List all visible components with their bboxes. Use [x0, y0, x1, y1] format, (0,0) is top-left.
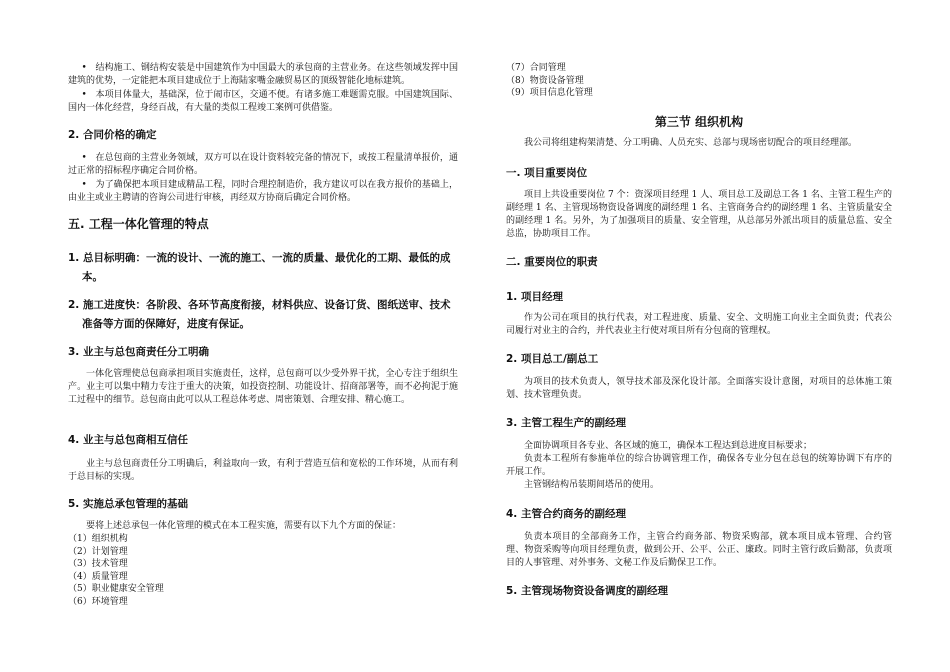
heading-contract-price: 2. 合同价格的确定: [68, 129, 157, 141]
list-item: （7）合同管理: [506, 63, 566, 73]
paragraph-chief-engineer: 为项目的技术负责人，领导技术部及深化设计部。全面落实设计意图，对项目的总体施工策划、技术管理负责。: [506, 377, 892, 400]
bold-point-1: 1. 总目标明确：一流的设计、一流的施工、一流的质量、最优化的工期、最低的成本。: [68, 252, 451, 283]
paragraph-production-2: 负责本工程所有参施单位的综合协调管理工作，确保各专业分包在总包的统筹协调下有序的开展工作。: [506, 454, 892, 477]
heading-project-manager: 1. 项目经理: [506, 291, 563, 303]
management-list: [68, 533, 458, 608]
paragraph-production-3: 主管钢结构吊装期间塔吊的使用。: [524, 480, 660, 490]
list-item: （4）质量管理: [68, 571, 128, 582]
paragraph-4: 业主与总包商责任分工明确后，利益取向一致，有利于营造互信和宽松的工作环境，从而有利于总目标的实现。: [68, 459, 458, 482]
heading-logistics-manager: 5. 主管现场物资设备调度的副经理: [506, 585, 668, 597]
list-item: （3）技术管理: [68, 559, 128, 569]
paragraph-important-posts: 项目上共设重要岗位 7 个：资深项目经理 1 人、项目总工及副总工各 1 名、主管工程生产的副经理 1 名、主管现场物资设备调度的副经理 1 名、主管商务合约的副经理 1 名、主管质量安全的副经理 1 名。另外，为了加强项目的质量、安全管理，从总部另外派出项目的质量总监、安全总监，协助项目工作。: [506, 190, 892, 239]
bullet-dot-icon: •: [81, 153, 87, 163]
heading-commercial-manager: 4. 主管合约商务的副经理: [506, 508, 626, 520]
paragraph-commercial-manager: 负责本项目的全部商务工作，主管合约商务部、物资采购部，就本项目成本管理、合约管理、物资采购等向项目经理负责，做到公开、公平、公正、廉政。同时主管行政后勤部，负责项目的人事管理、对外事务、文秘工作及后勤保卫工作。: [506, 532, 892, 568]
list-item: （2）计划管理: [68, 546, 128, 557]
bold-point-2: 2. 施工进度快：各阶段、各环节高度衔接，材料供应、设备订货、图纸送审、技术准备等方面的保障好，进度有保证。: [68, 299, 451, 330]
paragraph-production-1: 全面协调项目各专业、各区域的施工，确保本工程达到总进度目标要求；: [524, 441, 813, 451]
section-title: 第三节 组织机构: [654, 115, 744, 129]
bullet-paragraph: • 为了确保把本项目建成精品工程，同时合理控制造价，我方建议可以在我方报价的基础上，由业主或业主聘请的咨询公司进行审核，再经双方协商后确定合同价格。: [68, 180, 458, 203]
bullet-dot-icon: •: [81, 63, 87, 73]
section-intro: 我公司将组建构架清楚、分工明确、人员充实、总部与现场密切配合的项目经理部。: [524, 138, 858, 148]
list-item: （5）职业健康安全管理: [68, 584, 164, 594]
paragraph-5: 要将上述总承包一体化管理的模式在本工程实施，需要有以下九个方面的保证：: [86, 521, 402, 531]
list-item: （9）项目信息化管理: [506, 88, 593, 98]
heading-post-duties: 二. 重要岗位的职责: [506, 256, 598, 268]
heading-4: 4. 业主与总包商相互信任: [68, 434, 188, 446]
bullet-dot-icon: •: [81, 180, 87, 190]
bullet-paragraph: • 结构施工、钢结构安装是中国建筑作为中国最大的承包商的主营业务。在这些领域发挥中国建筑的优势，一定能把本项目建成位于上海陆家嘴金融贸易区的顶级智能化地标建筑。: [68, 63, 458, 86]
heading-important-posts: 一. 项目重要岗位: [506, 167, 588, 179]
heading-chief-engineer: 2. 项目总工/副总工: [506, 353, 599, 365]
management-list-continued: [506, 62, 892, 100]
list-item: （1）组织机构: [68, 534, 128, 544]
heading-3: 3. 业主与总包商责任分工明确: [68, 346, 209, 358]
heading-production-manager: 3. 主管工程生产的副经理: [506, 417, 626, 429]
bullet-dot-icon: •: [81, 90, 87, 100]
list-item: （6）环境管理: [68, 596, 128, 607]
bullet-paragraph: • 在总包商的主营业务领域，双方可以在设计资料较完备的情况下，或按工程量清单报价，通过正常的招标程序确定合同价格。: [68, 153, 458, 176]
paragraph-project-manager: 作为公司在项目的执行代表，对工程进度、质量、安全、文明施工向业主全面负责；代表公司履行对业主的合约，并代表业主行使对项目所有分包商的管理权。: [506, 313, 892, 336]
list-item: （8）物资设备管理: [506, 75, 584, 86]
bullet-paragraph: • 本项目体量大，基础深，位于闹市区，交通不便。有诸多施工难题需克服。中国建筑国际、国内一体化经营，身经百战，有大量的类似工程竣工案例可供借鉴。: [68, 90, 458, 113]
heading-section-five: 五. 工程一体化管理的特点: [68, 217, 209, 231]
heading-5: 5. 实施总承包管理的基础: [68, 498, 188, 510]
paragraph-3: 一体化管理使总包商承担项目实施责任，这样，总包商可以少受外界干扰，全心专注于组织生产。业主可以集中精力专注于重大的决策，如投资控制、功能设计、招商部署等，而不必拘泥于施工过程中的细节。总包商由此可以从工程总体考虑、周密策划、合理安排、精心施工。: [68, 369, 458, 405]
